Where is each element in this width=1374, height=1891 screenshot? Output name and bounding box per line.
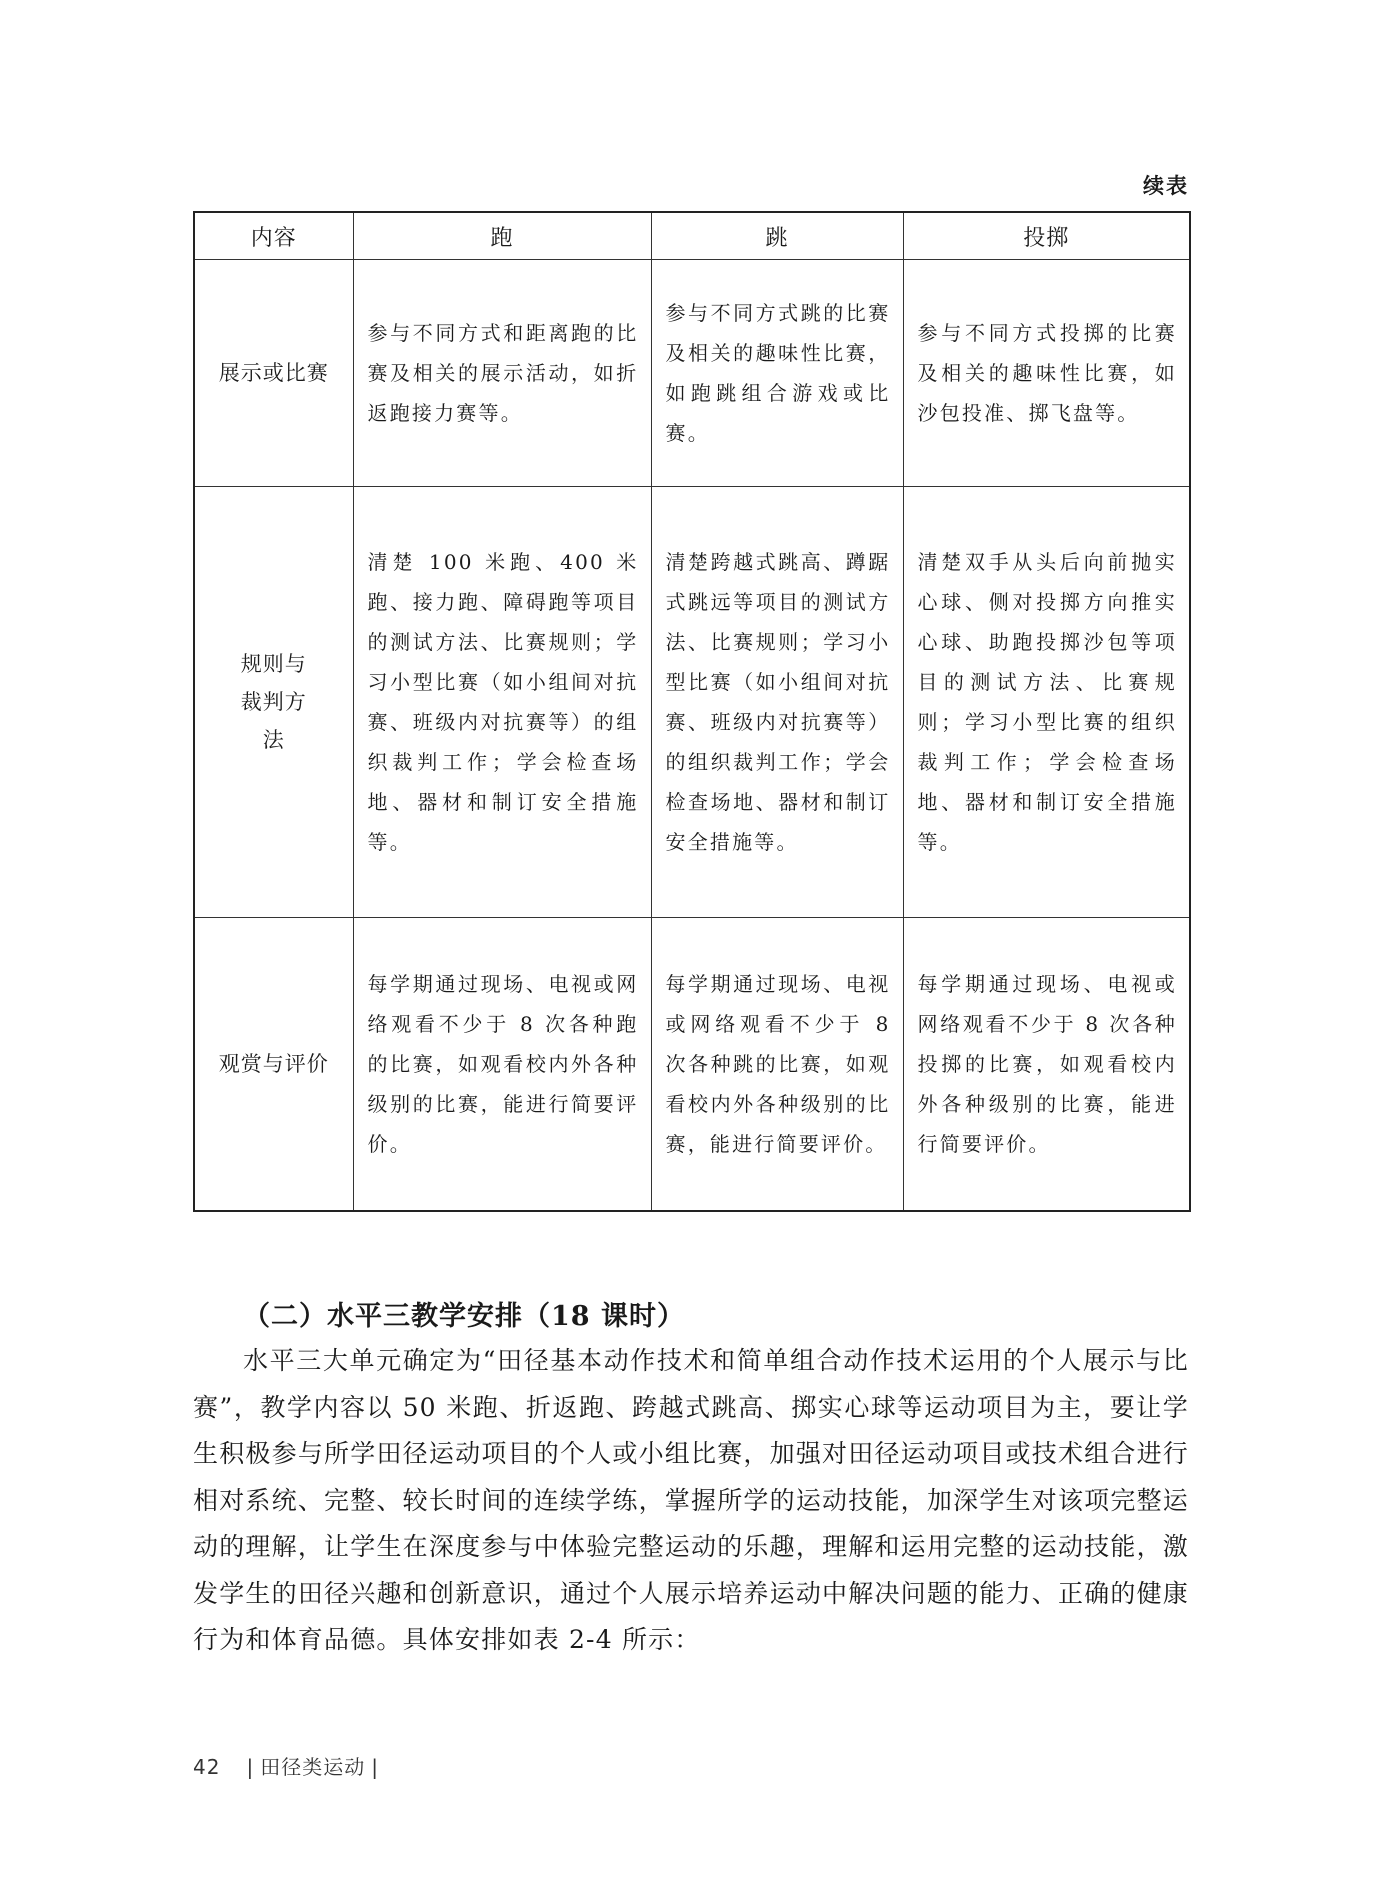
page-footer (193, 1751, 385, 1780)
header-content: 内容 (194, 212, 353, 260)
header-run: 跑 (353, 212, 651, 260)
page-number: 42 (193, 1755, 221, 1779)
content-table (193, 211, 1191, 1212)
table-cell: 清楚跨越式跳高、蹲踞式跳远等项目的测试方法、比赛规则；学习小型比赛（如小组间对抗赛、班级内对抗赛等）的组织裁判工作；学会检查场地、器材和制订安全措施等。 (651, 487, 903, 918)
table-cell: 清楚 100 米跑、400 米跑、接力跑、障碍跑等项目的测试方法、比赛规则；学习小型比赛（如小组间对抗赛、班级内对抗赛等）的组织裁判工作；学会检查场地、器材和制订安全措施等。 (353, 487, 651, 918)
table-cell: 每学期通过现场、电视或网络观看不少于 8 次各种跳的比赛，如观看校内外各种级别的比赛，能进行简要评价。 (651, 918, 903, 1212)
table-row (194, 487, 1190, 918)
row-label: 规则与裁判方法 (194, 487, 353, 918)
book-title: 田径类运动 (260, 1755, 366, 1779)
table-cell: 每学期通过现场、电视或网络观看不少于 8 次各种投掷的比赛，如观看校内外各种级别的比赛，能进行简要评价。 (903, 918, 1190, 1212)
table-cell: 每学期通过现场、电视或网络观看不少于 8 次各种跑的比赛，如观看校内外各种级别的比赛，能进行简要评价。 (353, 918, 651, 1212)
row-label: 观赏与评价 (194, 918, 353, 1212)
table-row (194, 918, 1190, 1212)
table-cell: 参与不同方式和距离跑的比赛及相关的展示活动，如折返跑接力赛等。 (353, 260, 651, 487)
body-paragraph: 水平三大单元确定为“田径基本动作技术和简单组合动作技术运用的个人展示与比赛”，教学内容以 50 米跑、折返跑、跨越式跳高、掷实心球等运动项目为主，要让学生积极参与所学田径运动项目的个人或小组比赛，加强对田径运动项目或技术组合进行相对系统、完整、较长时间的连续学练，掌握所学的运动技能，加深学生对该项完整运动的理解，让学生在深度参与中体验完整运动的乐趣，理解和运用完整的运动技能，激发学生的田径兴趣和创新意识，通过个人展示培养运动中解决问题的能力、正确的健康行为和体育品德。具体安排如表 2-4 所示： (193, 1346, 1189, 1654)
table-cell: 清楚双手从头后向前抛实心球、侧对投掷方向推实心球、助跑投掷沙包等项目的测试方法、比赛规则；学习小型比赛的组织裁判工作；学会检查场地、器材和制订安全措施等。 (903, 487, 1190, 918)
continued-table-label: 续表 (1143, 174, 1189, 198)
table-header-row (194, 212, 1190, 260)
row-label: 展示或比赛 (194, 260, 353, 487)
section-title: （二）水平三教学安排（18 课时） (243, 1301, 685, 1332)
table-cell: 参与不同方式投掷的比赛及相关的趣味性比赛，如沙包投准、掷飞盘等。 (903, 260, 1190, 487)
footer-separator: | (246, 1755, 255, 1779)
header-throw: 投掷 (903, 212, 1190, 260)
header-jump: 跳 (651, 212, 903, 260)
table-row (194, 260, 1190, 487)
table-cell: 参与不同方式跳的比赛及相关的趣味性比赛，如跑跳组合游戏或比赛。 (651, 260, 903, 487)
footer-separator: | (371, 1755, 379, 1779)
